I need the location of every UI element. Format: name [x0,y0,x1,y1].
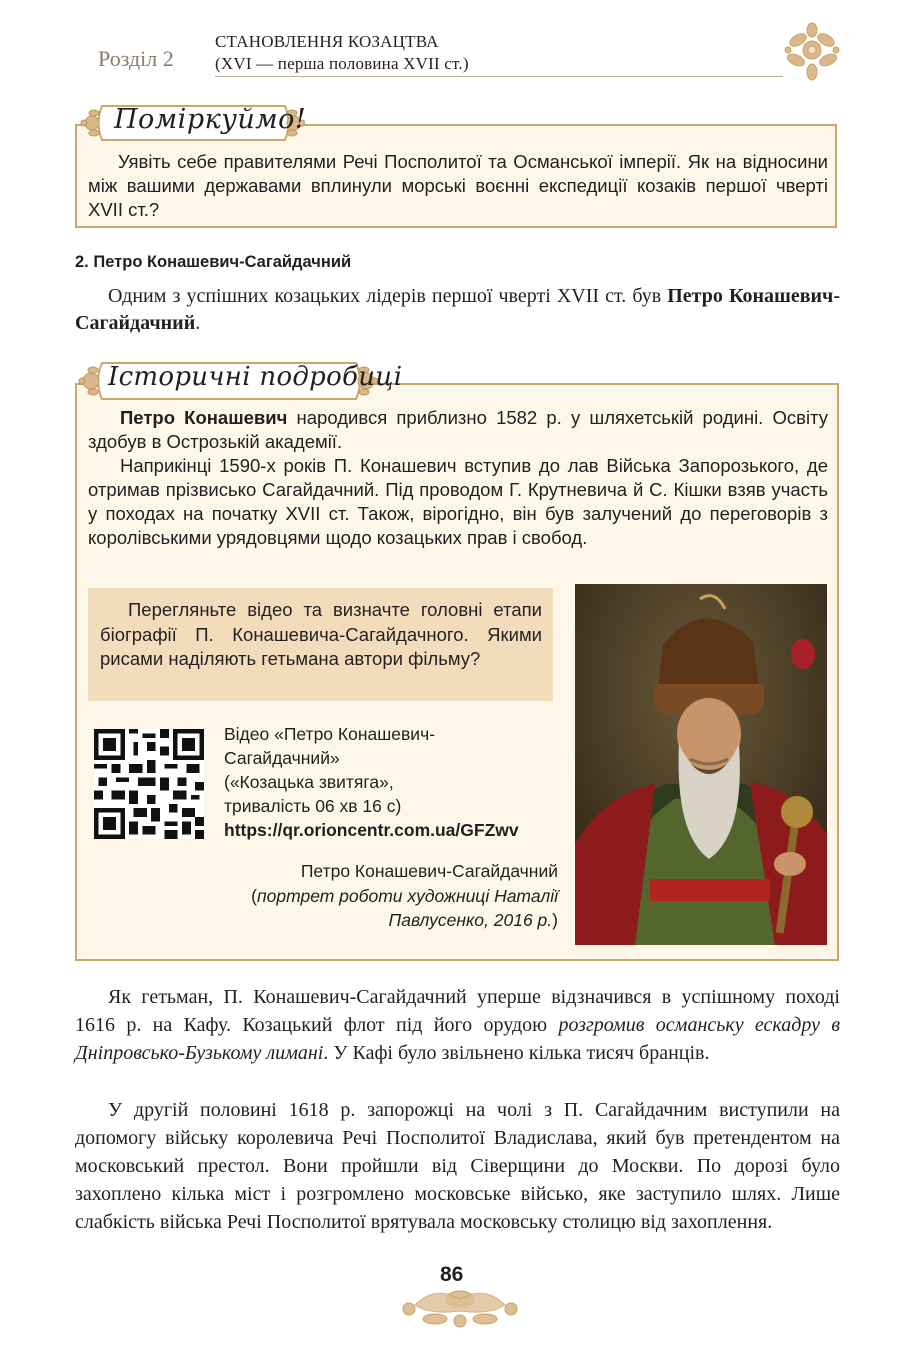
historical-paragraph-1 [88,406,828,454]
floral-ornament-icon [780,20,844,84]
floral-ornament-icon [395,1285,525,1331]
intro-bold-name: Петро Конашевич-Сагайдачний [75,285,840,334]
video-description [224,722,564,842]
caption-details: (портрет роботи художниці Наталії Павлусенко, 2016 р.) [251,885,558,930]
video-line-3: («Козацька звитяга», [224,772,394,792]
caption-italic: портрет роботи художниці Наталії Павлусенко, 2016 р. [256,885,558,930]
video-link[interactable]: https://qr.orioncentr.com.ua/GFZwv [224,820,519,840]
body-italic: розгромив османську ескадру в Дніпровсько-Бузькому лимані [75,1014,841,1064]
chapter-title [215,31,469,75]
section-heading: 2. Петро Конашевич-Сагайдачний [75,253,352,271]
section-label: Розділ 2 [98,46,174,71]
task-text: Перегляньте відео та визначте головні етапи біографії П. Конашевича-Сагайдачного. Якими рисами наділяють гетьмана автори фільму? [100,599,542,669]
body-paragraph-2 [75,1096,840,1236]
body-paragraph-1-text: Як гетьман, П. Конашевич-Сагайдачний уперше відзначився в успішному поході 1616 р. на Кафу. Козацький флот під його орудою розгромив османську ескадру в Дніпровсько-Бузькому лимані. У Кафі було звільнено кілька тисяч бранців. [75,986,841,1064]
historical-paragraph-1-text: народився приблизно 1582 р. у шляхетській родині. Освіту здобув в Острозькій академії. [88,407,828,452]
intro-paragraph [75,283,840,337]
intro-text: Одним з успішних козацьких лідерів першої чверті XVII ст. був [108,285,668,307]
historical-paragraph-2: Наприкінці 1590-х років П. Конашевич вступив до лав Війська Запорозького, де отримав прізвисько Сагайдачний. Під проводом Г. Крутневича й С. Кішки взяв участь у походах на початку XVII ст. Також, вірогідно, він був залучений до переговорів з королівськими урядовцями щодо козацьких прав і свобод. [88,455,828,548]
video-line-1: Відео «Петро Конашевич- [224,724,436,744]
page-number: 86 [440,1263,464,1286]
historical-details-title: Історичні подробиці [108,362,403,392]
historical-details-text [88,406,828,550]
think-box-text: Уявіть себе правителями Речі Посполитої та Османської імперії. Як на відносини між вашими державами вплинули морські воєнні експедиції козаків першої чверті XVII ст.? [88,151,828,220]
chapter-title-line2: (XVI — перша половина XVII ст.) [215,54,469,73]
chapter-title-line1: СТАНОВЛЕННЯ КОЗАЦТВА [215,32,439,51]
video-line-2: Сагайдачний» [224,748,340,768]
think-box-title: Поміркуймо! [114,104,307,135]
intro-end: . [195,312,201,334]
portrait-image [575,584,827,945]
portrait-caption [250,859,558,933]
historical-bold-name: Петро Конашевич [120,407,288,428]
header-rule [215,76,783,77]
video-line-4: тривалість 06 хв 16 с) [224,796,402,816]
body-paragraph-2-text: У другій половині 1618 р. запорожці на чолі з П. Сагайдачним виступили на допомогу війську королевича Речі Посполитої Владислава, який був претендентом на московський престол. Вони пройшли від Сіверщини до Москви. По дорозі було захоплено кілька міст і розгромлено московське військо, яке заступило шлях. Лише слабкість війська Речі Посполитої врятувала московську столицю від захоплення. [75,1099,840,1233]
body-paragraph-1 [75,983,840,1067]
qr-code-icon[interactable] [94,729,204,839]
caption-name: Петро Конашевич-Сагайдачний [300,861,558,881]
